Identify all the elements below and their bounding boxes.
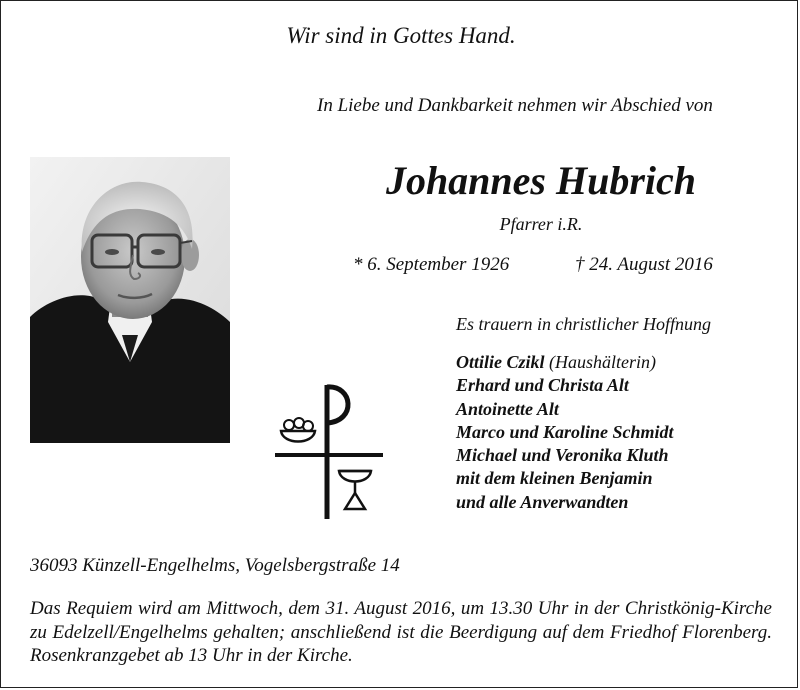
mourner-note: (Haushälterin) xyxy=(549,352,657,372)
portrait-photo xyxy=(30,157,230,443)
mourner-item xyxy=(456,444,674,467)
mourner-name: mit dem kleinen Benjamin xyxy=(456,468,653,489)
portrait-image xyxy=(30,157,230,443)
chi-rho-chalice-bread-icon xyxy=(273,381,387,523)
address-line: 36093 Künzell-Engelhelms, Vogelsbergstraße 14 xyxy=(30,555,400,576)
mourner-item xyxy=(456,351,674,374)
birth-date: * 6. September 1926 xyxy=(353,254,510,275)
mourner-item xyxy=(456,467,674,490)
mourners-list xyxy=(456,351,674,514)
mourner-name: und alle Anverwandten xyxy=(456,491,629,512)
intro-line: In Liebe und Dankbarkeit nehmen wir Abschied von xyxy=(317,95,713,116)
requiem-paragraph: Das Requiem wird am Mittwoch, dem 31. August 2016, um 13.30 Uhr in der Christkönig-Kirche zu Edelzell/Engelhelms gehalten; anschließend ist die Beerdigung auf dem Friedhof Florenberg. Rosenkranzgebet ab 13 Uhr in der Kirche. xyxy=(30,598,772,666)
motto: Wir sind in Gottes Hand. xyxy=(286,23,516,48)
mourner-name: Antoinette Alt xyxy=(456,398,559,419)
mourner-name: Erhard und Christa Alt xyxy=(456,375,629,396)
mourner-name: Marco und Karoline Schmidt xyxy=(456,421,674,442)
deceased-title: Pfarrer i.R. xyxy=(499,214,583,234)
mourner-item xyxy=(456,398,674,421)
mourner-item xyxy=(456,491,674,514)
mourning-line: Es trauern in christlicher Hoffnung xyxy=(456,314,711,334)
mourner-item xyxy=(456,421,674,444)
mourner-item xyxy=(456,374,674,397)
death-date: † 24. August 2016 xyxy=(575,254,713,275)
mourner-name: Ottilie Czikl xyxy=(456,352,545,372)
mourner-name: Michael und Veronika Kluth xyxy=(456,445,669,466)
deceased-name: Johannes Hubrich xyxy=(385,158,697,203)
